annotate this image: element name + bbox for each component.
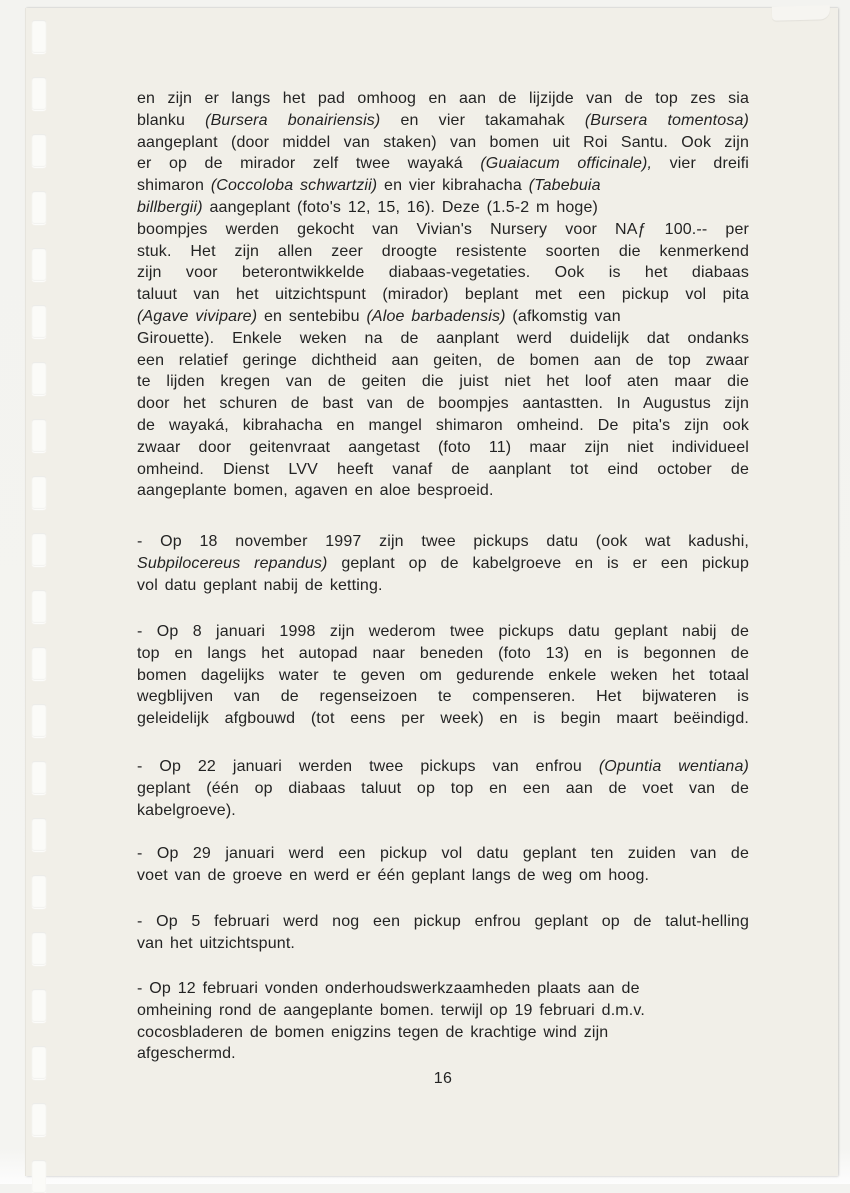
text-line: afgeschermd. <box>137 1045 236 1063</box>
binding-hole <box>32 647 46 680</box>
binding-hole <box>32 932 46 965</box>
text-line: - Op 22 januari werden twee pickups van enfrou (Opuntia wentiana) <box>137 758 750 775</box>
text-line: geleidelijk afgbouwd (tot eens per week) en is begin maart beëindigd. <box>137 710 749 728</box>
binding-hole <box>32 248 46 281</box>
binding-hole <box>32 362 46 395</box>
text-line: kabelgroeve). <box>137 801 236 819</box>
binding-hole <box>32 818 46 851</box>
binding-hole <box>32 533 46 566</box>
paragraph <box>137 978 749 1065</box>
binding-hole <box>32 875 46 908</box>
binding-hole <box>32 191 46 224</box>
binding-hole <box>32 1160 46 1193</box>
binding-hole <box>32 419 46 452</box>
text-line: en zijn er langs het pad omhoog en aan de lijzijde van de top zes sia <box>137 90 749 107</box>
document-body <box>137 0 749 1184</box>
binding-hole <box>32 134 46 167</box>
text-line: er op de mirador zelf twee wayaká (Guaiacum officinale), vier dreifi <box>137 155 749 173</box>
text-line: shimaron (Coccoloba schwartzii) en vier kibrahacha (Tabebuia <box>137 177 601 195</box>
text-line: de wayaká, kibrahacha en mangel shimaron omheind. De pita's zijn ook <box>137 416 749 434</box>
binding-hole <box>32 1046 46 1079</box>
text-line: zijn voor beterontwikkelde diabaas-vegetaties. Ook is het diabaas <box>137 264 749 282</box>
binding-hole <box>32 476 46 509</box>
text-line: voet van de groeve en werd er één geplant langs de weg om hoog. <box>137 866 650 884</box>
binding-hole <box>32 1103 46 1136</box>
paragraph <box>137 88 749 502</box>
text-line: omheind. Dienst LVV heeft vanaf de aanplant tot eind october de <box>137 460 749 478</box>
text-line: zwaar door geitenvraat aangetast (foto 11) maar zijn niet individueel <box>137 438 749 456</box>
text-line: Subpilocereus repandus) geplant op de kabelgroeve en is er een pickup <box>137 554 749 572</box>
text-line: omheining rond de aangeplante bomen. terwijl op 19 februari d.m.v. <box>137 1001 645 1019</box>
paragraph <box>137 621 749 730</box>
text-line: aangeplant (door middel van staken) van bomen uit Roi Santu. Ook zijn <box>137 133 749 151</box>
text-line: van het uitzichtspunt. <box>137 934 296 952</box>
text-line: vol datu geplant nabij de ketting. <box>137 576 383 594</box>
text-line: - Op 8 januari 1998 zijn wederom twee pickups datu geplant nabij de <box>137 623 749 640</box>
text-line: blanku (Bursera bonairiensis) en vier takamahak (Bursera tomentosa) <box>137 111 749 129</box>
text-line: geplant (één op diabaas taluut op top en een aan de voet van de <box>137 779 749 797</box>
paragraph <box>137 911 749 955</box>
text-line: een relatief geringe dichtheid aan geiten, de bomen aan de top zwaar <box>137 351 749 369</box>
text-line: top en langs het autopad naar beneden (foto 13) en is begonnen de <box>137 644 749 662</box>
text-line: wegblijven van de regenseizoen te compenseren. Het bijwateren is <box>137 688 749 706</box>
binding-hole <box>32 590 46 623</box>
binding-hole <box>32 989 46 1022</box>
text-line: (Agave vivipare) en sentebibu (Aloe barbadensis) (afkomstig van <box>137 307 621 325</box>
binding-hole <box>32 20 46 53</box>
text-line: billbergii) aangeplant (foto's 12, 15, 16). Deze (1.5-2 m hoge) <box>137 198 599 216</box>
text-line: - Op 12 februari vonden onderhoudswerkzaamheden plaats aan de <box>137 980 640 997</box>
binding-hole <box>32 704 46 737</box>
paragraph <box>137 843 749 887</box>
text-line: bomen dagelijks water te geven om gedurende enkele weken het totaal <box>137 666 749 684</box>
page-edge-tear <box>772 5 830 21</box>
text-line: stuk. Het zijn allen zeer droogte resistente soorten die kenmerkend <box>137 242 749 260</box>
paragraph <box>137 756 749 821</box>
text-line: te lijden kregen van de geiten die juist niet het loof aten maar die <box>137 373 749 391</box>
binding-hole <box>32 761 46 794</box>
binding-hole <box>32 305 46 338</box>
text-line: aangeplante bomen, agaven en aloe besproeid. <box>137 482 494 500</box>
text-line: door het schuren de bast van de boompjes aantastten. In Augustus zijn <box>137 395 749 413</box>
text-line: taluut van het uitzichtspunt (mirador) beplant met een pickup vol pita <box>137 286 749 304</box>
text-line: boompjes werden gekocht van Vivian's Nursery voor NAƒ 100.-- per <box>137 220 749 238</box>
text-line: Girouette). Enkele weken na de aanplant werd duidelijk dat ondanks <box>137 329 749 347</box>
binding-hole <box>32 77 46 110</box>
text-line: - Op 5 februari werd nog een pickup enfrou geplant op de talut-helling <box>137 913 749 930</box>
text-line: cocosbladeren de bomen enigzins tegen de krachtige wind zijn <box>137 1023 609 1041</box>
page-number: 16 <box>433 1070 453 1087</box>
text-line: - Op 29 januari werd een pickup vol datu geplant ten zuiden van de <box>137 845 749 862</box>
paragraph <box>137 531 749 596</box>
text-line: - Op 18 november 1997 zijn twee pickups datu (ook wat kadushi, <box>137 533 749 550</box>
